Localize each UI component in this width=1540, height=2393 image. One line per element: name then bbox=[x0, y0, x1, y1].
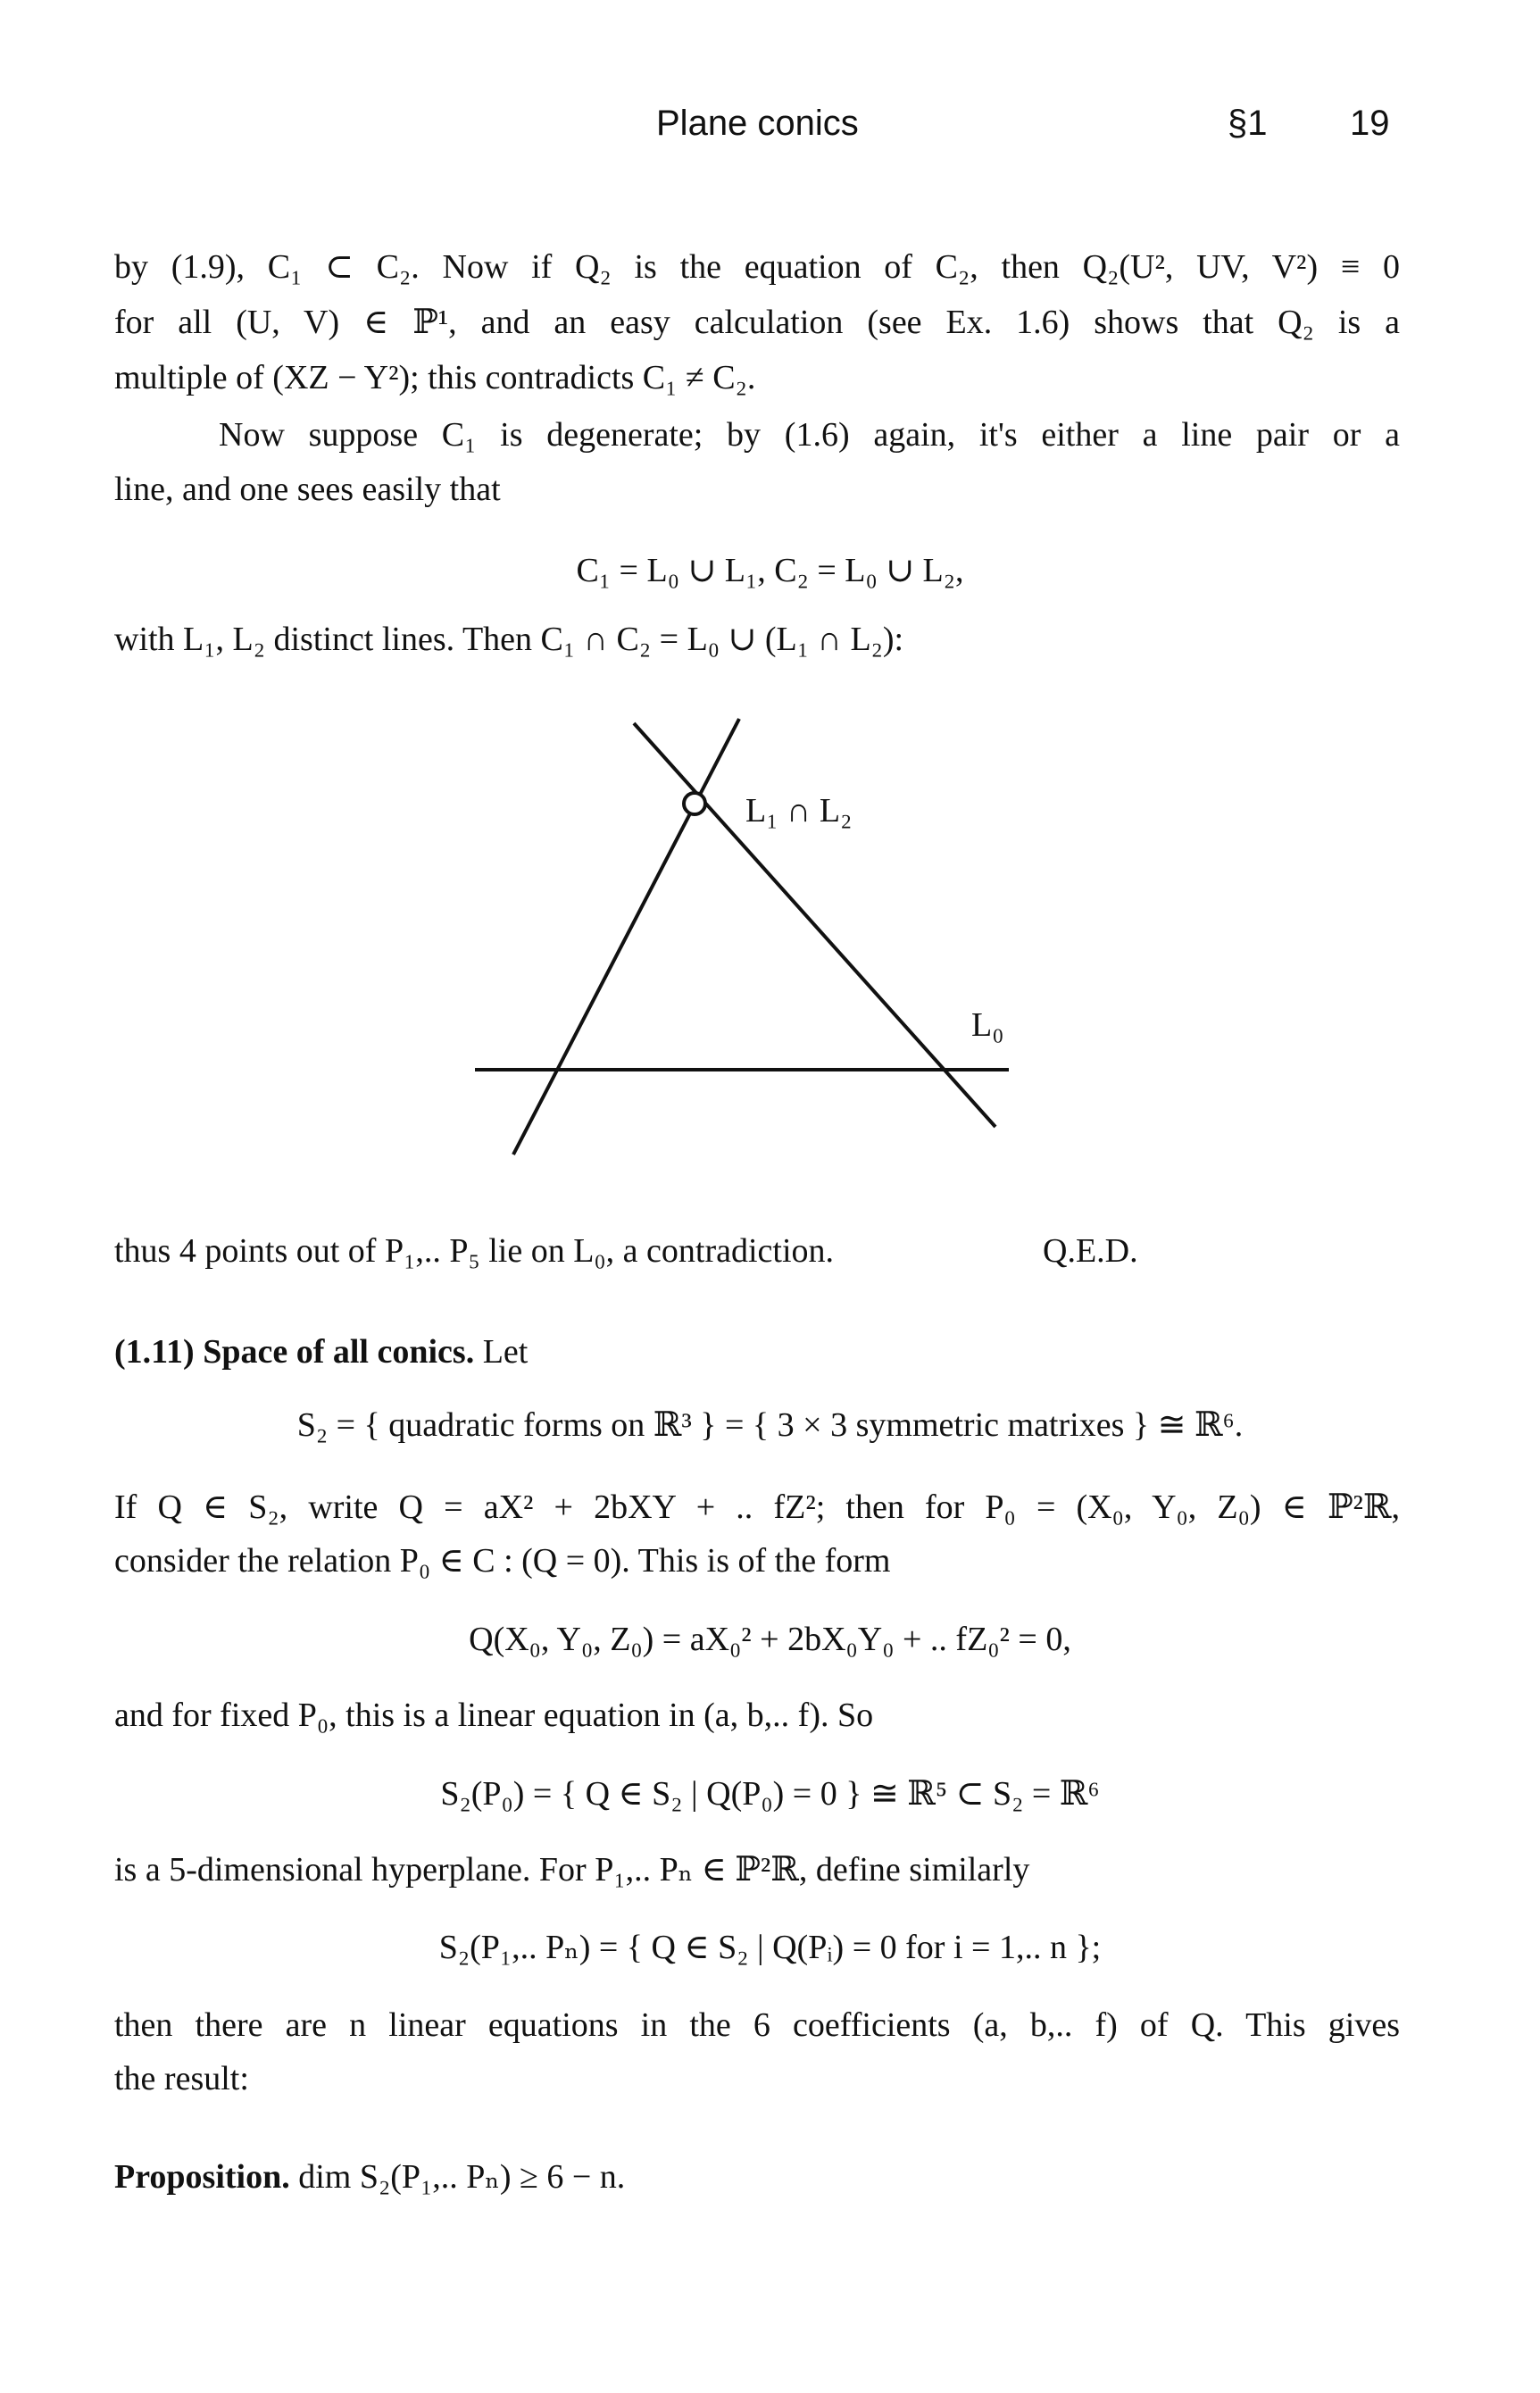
text-line: the result: bbox=[114, 2060, 249, 2097]
section-title-rest: Let bbox=[474, 1333, 529, 1371]
line-diagram bbox=[473, 710, 1027, 1174]
text-line: for all (U, V) ∈ ℙ¹, and an easy calculation (see Ex. 1.6) shows that Q₂ is a bbox=[114, 304, 1400, 341]
text-line: and for fixed P₀, this is a linear equation in (a, b,.. f). So bbox=[114, 1697, 874, 1734]
page-number: 19 bbox=[1350, 104, 1390, 143]
intersection-point bbox=[684, 793, 705, 814]
proposition bbox=[114, 2158, 1400, 2197]
text-line: Now suppose C₁ is degenerate; by (1.6) again, it's either a line pair or a bbox=[219, 416, 1400, 454]
line-l0-label: L₀ bbox=[971, 1006, 1004, 1044]
line-l1 bbox=[513, 719, 739, 1155]
section-heading bbox=[114, 1333, 1400, 1372]
intersection-label: L₁ ∩ L₂ bbox=[745, 792, 853, 830]
text-line: with L₁, L₂ distinct lines. Then C₁ ∩ C₂ = L₀ ∪ (L₁ ∩ L₂): bbox=[114, 621, 904, 658]
text-line: If Q ∈ S₂, write Q = aX² + 2bXY + .. fZ²; then for P₀ = (X₀, Y₀, Z₀) ∈ ℙ²ℝ, bbox=[114, 1488, 1400, 1526]
proposition-text: dim S₂(P₁,.. Pₙ) ≥ 6 − n. bbox=[289, 2158, 626, 2196]
section-title: (1.11) Space of all conics. bbox=[114, 1333, 475, 1371]
running-title: Plane conics bbox=[656, 104, 859, 143]
text-line: then there are n linear equations in the 6 coefficients (a, b,.. f) of Q. This gives bbox=[114, 2006, 1400, 2044]
qed-mark: Q.E.D. bbox=[1043, 1232, 1138, 1270]
display-equation: Q(X₀, Y₀, Z₀) = aX₀² + 2bX₀Y₀ + .. fZ₀² = 0, bbox=[469, 1621, 1071, 1658]
display-equation: C₁ = L₀ ∪ L₁, C₂ = L₀ ∪ L₂, bbox=[576, 552, 964, 589]
display-equation: S₂(P₀) = { Q ∈ S₂ | Q(P₀) = 0 } ≅ ℝ⁵ ⊂ S₂ = ℝ⁶ bbox=[440, 1775, 1100, 1813]
text-line: consider the relation P₀ ∈ C : (Q = 0). This is of the form bbox=[114, 1542, 891, 1580]
text-line: is a 5-dimensional hyperplane. For P₁,.. Pₙ ∈ ℙ²ℝ, define similarly bbox=[114, 1851, 1030, 1889]
text-line: by (1.9), C₁ ⊂ C₂. Now if Q₂ is the equation of C₂, then Q₂(U², UV, V²) ≡ 0 bbox=[114, 248, 1400, 286]
text-line: line, and one sees easily that bbox=[114, 471, 501, 508]
display-equation: S₂ = { quadratic forms on ℝ³ } = { 3 × 3 symmetric matrixes } ≅ ℝ⁶. bbox=[296, 1406, 1244, 1444]
display-equation: S₂(P₁,.. Pₙ) = { Q ∈ S₂ | Q(Pᵢ) = 0 for i = 1,.. n }; bbox=[438, 1929, 1102, 1966]
line-l2 bbox=[634, 723, 995, 1127]
text-line: multiple of (XZ − Y²); this contradicts C₁ ≠ C₂. bbox=[114, 359, 756, 396]
section-number: §1 bbox=[1228, 104, 1268, 143]
text-line: thus 4 points out of P₁,.. P₅ lie on L₀, a contradiction. bbox=[114, 1232, 835, 1270]
proposition-label: Proposition. bbox=[114, 2158, 290, 2196]
